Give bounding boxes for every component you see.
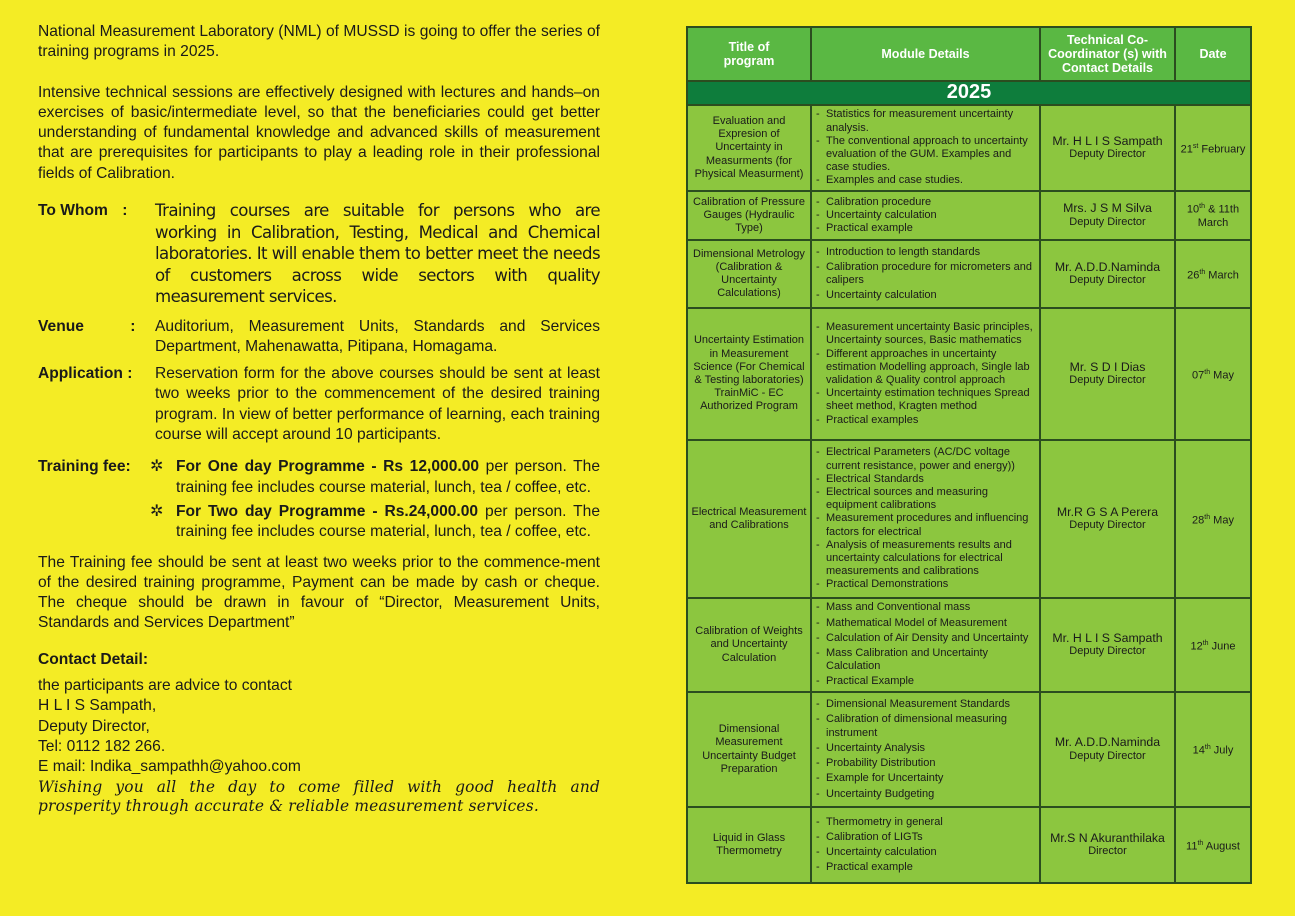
coordinator-role: Deputy Director xyxy=(1069,274,1146,286)
module-item: - Uncertainty Analysis xyxy=(816,742,1037,755)
header-coordinator: Technical Co-Coordinator (s) with Contact Details xyxy=(1040,27,1175,81)
date-day: 12 xyxy=(1190,640,1203,653)
venue-section xyxy=(38,317,600,358)
module-item: - Uncertainty calculation xyxy=(816,846,1037,859)
coordinator-role: Director xyxy=(1088,845,1127,857)
fee-description: per person. The training fee includes course material, lunch, tea / coffee, etc. xyxy=(176,458,600,496)
program-title: Calibration of Pressure Gauges (Hydraulic Type) xyxy=(687,191,811,240)
date-suffix: th xyxy=(1204,744,1211,752)
module-details xyxy=(811,440,1040,598)
date-day: 11 xyxy=(1186,840,1198,853)
program-date xyxy=(1175,105,1251,191)
star-bullet-icon: ✲ xyxy=(150,502,164,520)
date-suffix: th xyxy=(1202,639,1209,647)
fee-description: per person. The training fee includes course material, lunch, tea / coffee, etc. xyxy=(176,502,601,541)
module-list xyxy=(816,246,1037,303)
year-label: 2025 xyxy=(687,81,1251,105)
date-rest: June xyxy=(1208,640,1236,653)
program-date xyxy=(1175,308,1251,440)
training-schedule-table xyxy=(686,26,1252,884)
fee-payment-note: The Training fee should be sent at least two weeks prior to the commence-ment of the desired training programme, Payment can be made by cash or cheque. The cheque should be drawn in favour of “Director, Measurement Units, Standards and Services Department” xyxy=(38,553,600,632)
star-bullet-icon: ✲ xyxy=(150,458,164,476)
module-item: - Electrical sources and measuring equipment calibrations xyxy=(816,486,1037,512)
coordinator-cell xyxy=(1040,191,1175,240)
program-title: Dimensional Metrology (Calibration & Uncertainty Calculations) xyxy=(687,240,811,308)
module-item: - Calibration of dimensional measuring instrument xyxy=(816,713,1037,739)
coordinator-name: Mrs. J S M Silva xyxy=(1063,201,1152,216)
coordinator-cell xyxy=(1040,105,1175,191)
module-item: - Electrical Parameters (AC/DC voltage current resistance, power and energy)) xyxy=(816,446,1037,472)
date-rest: May xyxy=(1210,369,1234,382)
date-suffix: th xyxy=(1197,839,1204,847)
module-item: - Examples and case studies. xyxy=(816,174,1037,187)
date-day: 26 xyxy=(1187,269,1200,282)
date-suffix: th xyxy=(1199,203,1206,211)
table-row xyxy=(687,440,1251,598)
table-header-row xyxy=(687,27,1251,81)
module-item: - Calibration of LIGTs xyxy=(816,831,1037,844)
fee-amount: For Two day Programme - Rs.24,000.00 xyxy=(176,502,479,520)
date-suffix: th xyxy=(1204,368,1211,376)
sessions-paragraph: Intensive technical sessions are effectively designed with lectures and hands–on exercises of basic/intermediate level, so that the beneficiaries could get better understanding of fundamental knowledge and advanced skills of measurement that are prerequisites for participants to play a leading role in their professional fields of Calibration. xyxy=(38,83,600,182)
fee-amount: For One day Programme - Rs 12,000.00 xyxy=(176,458,480,476)
coordinator-name: Mr. A.D.D.Naminda xyxy=(1054,735,1161,750)
program-date xyxy=(1175,598,1251,692)
coordinator-cell xyxy=(1040,692,1175,807)
coordinator-role: Deputy Director xyxy=(1069,645,1146,657)
module-item: - Electrical Standards xyxy=(816,473,1037,486)
program-title: Uncertainty Estimation in Measurement Science (For Chemical & Testing laboratories) TrainMiC - EC Authorized Program xyxy=(687,308,811,440)
module-item: - Probability Distribution xyxy=(816,757,1037,770)
module-item: - Introduction to length standards xyxy=(816,246,1037,259)
coordinator-role: Deputy Director xyxy=(1069,374,1146,386)
fee-item xyxy=(150,502,600,543)
module-list xyxy=(816,446,1037,591)
module-item: - Uncertainty calculation xyxy=(816,209,1037,222)
application-text: Reservation form for the above courses should be sent at least two weeks prior to the commencement of the desired training program. In view of better performance of learning, each training course will accept around 10 participants. xyxy=(155,365,600,444)
module-item: - Dimensional Measurement Standards xyxy=(816,698,1037,711)
module-item: - Uncertainty calculation xyxy=(816,289,1037,302)
coordinator-name: Mr. S D I Dias xyxy=(1069,359,1146,374)
coordinator-name: Mr. A.D.D.Naminda xyxy=(1054,259,1161,274)
table-row xyxy=(687,692,1251,807)
module-details xyxy=(811,105,1040,191)
training-fee-section xyxy=(38,457,600,542)
contact-line: Tel: 0112 182 266. xyxy=(38,737,166,755)
program-date xyxy=(1175,240,1251,308)
year-row xyxy=(687,81,1251,105)
module-item: - Analysis of measurements results and uncertainty calculations for electrical measurements and calibrations xyxy=(816,539,1037,579)
wishing-message: Wishing you all the day to come filled with good health and prosperity through accurate & reliable measurement services. xyxy=(38,777,600,815)
contact-details xyxy=(38,676,600,777)
coordinator-cell xyxy=(1040,440,1175,598)
program-title: Liquid in Glass Thermometry xyxy=(687,807,811,883)
coordinator-role: Deputy Director xyxy=(1069,519,1146,531)
date-day: 10 xyxy=(1186,204,1200,217)
module-list xyxy=(816,321,1037,427)
table-row xyxy=(687,105,1251,191)
coordinator-role: Deputy Director xyxy=(1069,148,1146,160)
module-details xyxy=(811,240,1040,308)
module-details xyxy=(811,308,1040,440)
info-column xyxy=(38,22,600,816)
module-item: - Mathematical Model of Measurement xyxy=(816,617,1037,630)
coordinator-name: Mr.R G S A Perera xyxy=(1056,504,1159,519)
program-title: Dimensional Measurement Uncertainty Budget Preparation xyxy=(687,692,811,807)
module-item: - Calibration procedure xyxy=(816,196,1037,209)
program-date xyxy=(1175,692,1251,807)
module-item: - Practical example xyxy=(816,222,1037,235)
venue-colon: : xyxy=(130,317,136,335)
module-list xyxy=(816,698,1037,800)
program-date xyxy=(1175,191,1251,240)
module-item: - Measurement procedures and influencing factors for electrical xyxy=(816,512,1037,538)
module-item: - Thermometry in general xyxy=(816,816,1037,829)
table-row xyxy=(687,807,1251,883)
module-item: - Example for Uncertainty xyxy=(816,772,1037,785)
intro-paragraph: National Measurement Laboratory (NML) of MUSSD is going to offer the series of training programs in 2025. xyxy=(38,23,600,61)
module-item: - Calculation of Air Density and Uncertainty xyxy=(816,632,1037,645)
contact-email[interactable]: E mail: Indika_sampathh@yahoo.com xyxy=(38,758,301,776)
table-row xyxy=(687,240,1251,308)
module-item: - Calibration procedure for micrometers and calipers xyxy=(816,261,1037,287)
module-list xyxy=(816,601,1037,688)
module-item: - Practical Demonstrations xyxy=(816,578,1037,591)
module-item: - Practical Example xyxy=(816,675,1037,688)
module-details xyxy=(811,191,1040,240)
module-item: - Uncertainty estimation techniques Spread sheet method, Kragten method xyxy=(816,387,1037,413)
module-details xyxy=(811,692,1040,807)
module-details xyxy=(811,807,1040,883)
coordinator-cell xyxy=(1040,240,1175,308)
date-day: 21 xyxy=(1180,143,1193,156)
coordinator-name: Mr. H L I S Sampath xyxy=(1052,133,1163,148)
coordinator-cell xyxy=(1040,598,1175,692)
module-item: - Practical examples xyxy=(816,414,1037,427)
module-list xyxy=(816,108,1037,187)
to-whom-section xyxy=(38,200,600,308)
date-suffix: th xyxy=(1204,513,1211,521)
venue-label: Venue xyxy=(38,317,84,335)
program-title: Calibration of Weights and Uncertainty Calculation xyxy=(687,598,811,692)
coordinator-role: Deputy Director xyxy=(1069,749,1146,762)
contact-line: Deputy Director, xyxy=(38,717,150,735)
date-rest: February xyxy=(1198,143,1246,156)
application-label: Application : xyxy=(38,365,133,383)
module-item: - Measurement uncertainty Basic principles, Uncertainty sources, Basic mathematics xyxy=(816,321,1037,347)
module-item: - Different approaches in uncertainty estimation Modelling approach, Single lab validation & Quality control approach xyxy=(816,348,1037,388)
to-whom-label: To Whom xyxy=(38,202,108,220)
date-day: 14 xyxy=(1192,744,1205,757)
program-date xyxy=(1175,807,1251,883)
date-suffix: th xyxy=(1199,268,1206,276)
fee-item xyxy=(150,457,600,498)
module-list xyxy=(816,816,1037,875)
coordinator-name: Mr. H L I S Sampath xyxy=(1052,630,1163,645)
coordinator-cell xyxy=(1040,807,1175,883)
date-rest: & 11th March xyxy=(1197,204,1240,230)
table-row xyxy=(687,598,1251,692)
program-date xyxy=(1175,440,1251,598)
program-title: Electrical Measurement and Calibrations xyxy=(687,440,811,598)
contact-line: the participants are advice to contact xyxy=(38,677,292,695)
module-item: - Practical example xyxy=(816,861,1037,874)
coordinator-name: Mr.S N Akuranthilaka xyxy=(1050,830,1165,845)
coordinator-cell xyxy=(1040,308,1175,440)
date-suffix: st xyxy=(1192,142,1199,150)
module-details xyxy=(811,598,1040,692)
table-row xyxy=(687,191,1251,240)
module-list xyxy=(816,196,1037,236)
date-day: 28 xyxy=(1192,514,1205,527)
date-rest: July xyxy=(1210,744,1234,757)
venue-text: Auditorium, Measurement Units, Standards and Services Department, Mahenawatta, Pitipana, Homagama. xyxy=(155,317,600,355)
to-whom-text: Training courses are suitable for persons who are working in Calibration, Testing, Medical and Chemical laboratories. It will enable them to better meet the needs of customers across wide sectors with quality measurement services. xyxy=(155,201,600,307)
contact-heading: Contact Detail: xyxy=(38,650,149,668)
date-rest: August xyxy=(1203,840,1240,853)
module-item: - The conventional approach to uncertainty evaluation of the GUM. Examples and case studies. xyxy=(816,135,1037,175)
table-row xyxy=(687,308,1251,440)
module-item: - Statistics for measurement uncertainty analysis. xyxy=(816,108,1037,134)
header-date: Date xyxy=(1175,27,1251,81)
date-day: 07 xyxy=(1192,369,1205,382)
fee-list xyxy=(150,457,600,542)
training-fee-label: Training fee: xyxy=(38,458,131,476)
header-title-of-program: Title of program xyxy=(687,27,811,81)
to-whom-colon: : xyxy=(122,202,128,220)
date-rest: March xyxy=(1205,269,1239,282)
application-section xyxy=(38,364,600,445)
coordinator-role: Deputy Director xyxy=(1069,215,1146,228)
module-item: - Uncertainty Budgeting xyxy=(816,788,1037,801)
date-rest: May xyxy=(1210,514,1234,527)
module-item: - Mass Calibration and Uncertainty Calculation xyxy=(816,647,1037,673)
header-module-details: Module Details xyxy=(811,27,1040,81)
module-item: - Mass and Conventional mass xyxy=(816,601,1037,614)
program-title: Evaluation and Expresion of Uncertainty in Measurments (for Physical Measurment) xyxy=(687,105,811,191)
contact-line: H L I S Sampath, xyxy=(38,697,157,715)
